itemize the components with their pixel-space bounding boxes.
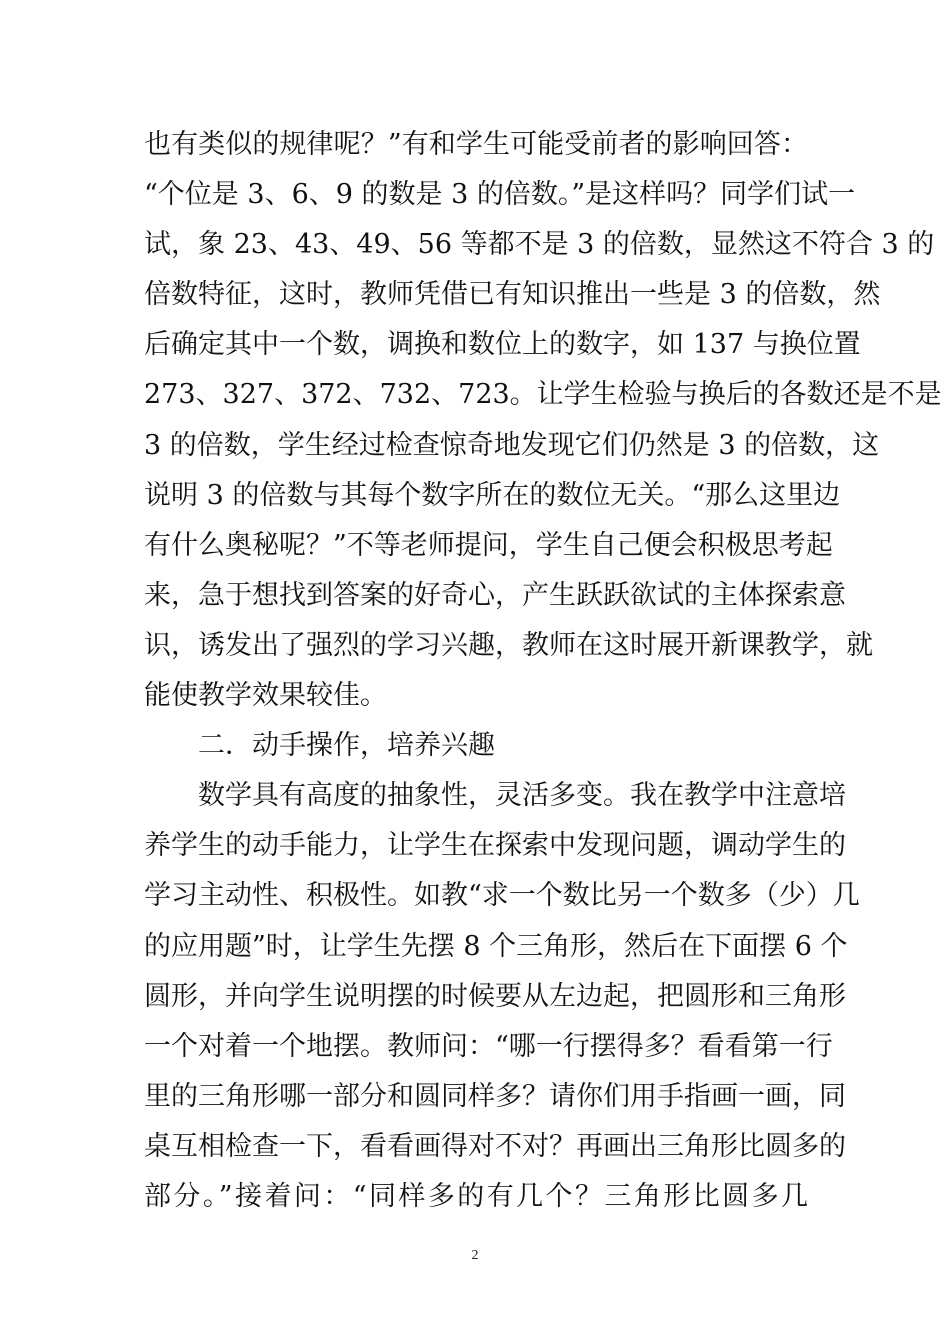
text-line: 的应用题”时，让学生先摆 8 个三角形，然后在下面摆 6 个 — [144, 931, 848, 962]
text-line: 养学生的动手能力，让学生在探索中发现问题，调动学生的 — [144, 830, 846, 861]
text-line: 学习主动性、积极性。如教“求一个数比另一个数多（少）几 — [144, 880, 860, 911]
text-line: 倍数特征，这时，教师凭借已有知识推出一些是 3 的倍数，然 — [144, 279, 881, 310]
section-heading: 二．动手操作，培养兴趣 — [198, 730, 495, 761]
page-number: 2 — [471, 1248, 479, 1263]
text-line: 能使教学效果较佳。 — [144, 680, 387, 711]
text-line: 圆形，并向学生说明摆的时候要从左边起，把圆形和三角形 — [144, 981, 846, 1012]
text-line: 说明 3 的倍数与其每个数字所在的数位无关。“那么这里边 — [144, 480, 841, 511]
text-line: 部分。”接着问：“同样多的有几个？三角形比圆多几 — [144, 1181, 808, 1212]
text-line: 后确定其中一个数，调换和数位上的数字，如 137 与换位置 — [144, 329, 861, 360]
text-line: 也有类似的规律呢？”有和学生可能受前者的影响回答： — [144, 129, 808, 160]
text-line: 一个对着一个地摆。教师问：“哪一行摆得多？看看第一行 — [144, 1031, 833, 1062]
text-line: 里的三角形哪一部分和圆同样多？请你们用手指画一画，同 — [144, 1081, 846, 1112]
text-line: 识，诱发出了强烈的学习兴趣，教师在这时展开新课教学，就 — [144, 630, 873, 661]
text-line: 试，象 23、43、49、56 等都不是 3 的倍数，显然这不符合 3 的 — [144, 229, 935, 260]
text-line: 273、327、372、732、723。让学生检验与换后的各数还是不是 — [144, 379, 942, 410]
text-line: 数学具有高度的抽象性，灵活多变。我在教学中注意培 — [198, 780, 846, 811]
text-line: 桌互相检查一下，看看画得对不对？再画出三角形比圆多的 — [144, 1131, 846, 1162]
text-line: 有什么奥秘呢？”不等老师提问，学生自己便会积极思考起 — [144, 530, 833, 561]
text-line: 来，急于想找到答案的好奇心，产生跃跃欲试的主体探索意 — [144, 580, 846, 611]
text-line: “个位是 3、6、9 的数是 3 的倍数。”是这样吗？同学们试一 — [144, 179, 856, 210]
text-line: 3 的倍数，学生经过检查惊奇地发现它们仍然是 3 的倍数，这 — [144, 430, 880, 461]
